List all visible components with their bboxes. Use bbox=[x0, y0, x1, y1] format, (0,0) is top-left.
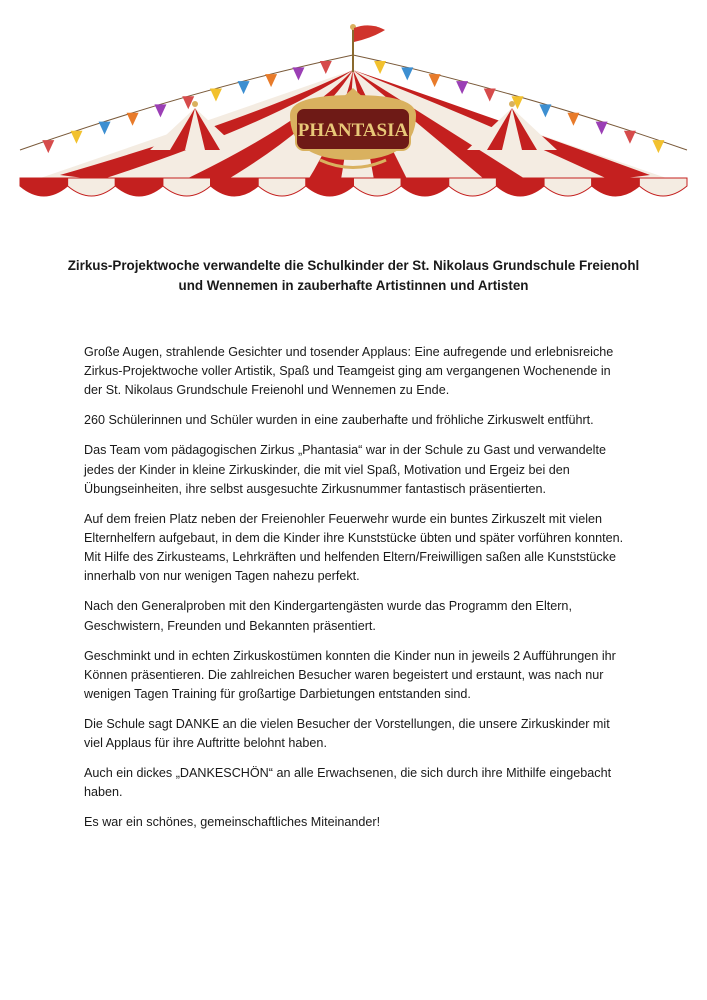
paragraph: Auch ein dickes „DANKESCHÖN“ an alle Erwachsenen, die sich durch ihre Mithilfe eingebacht haben. bbox=[84, 766, 612, 800]
tent-valance bbox=[20, 178, 687, 196]
bunting-flag-icon bbox=[374, 61, 386, 74]
bunting-flag-icon bbox=[652, 140, 664, 153]
bunting-flag-icon bbox=[70, 131, 82, 144]
bunting-flag-icon bbox=[567, 113, 579, 126]
bunting-flag-icon bbox=[210, 89, 222, 102]
valance-scallop bbox=[639, 178, 687, 196]
valance-scallop bbox=[449, 178, 497, 196]
bunting-flag-icon bbox=[456, 81, 468, 94]
paragraph: Die Schule sagt DANKE an die vielen Besucher der Vorstellungen, die unsere Zirkuskinder mit viel Applaus für ihre Auftritte belohnt haben. bbox=[84, 717, 610, 751]
article-body bbox=[84, 343, 629, 843]
valance-scallop bbox=[163, 178, 211, 196]
bunting-flag-icon bbox=[401, 67, 413, 80]
valance-scallop bbox=[544, 178, 592, 196]
valance-scallop bbox=[306, 178, 354, 196]
bunting-flag-icon bbox=[596, 122, 608, 135]
circus-tent-illustration bbox=[0, 0, 707, 210]
valance-scallop bbox=[401, 178, 449, 196]
bunting-flag-icon bbox=[292, 67, 304, 80]
bunting-flag-icon bbox=[238, 81, 250, 94]
paragraph: Nach den Generalproben mit den Kindergartengästen wurde das Programm den Eltern, Geschwistern, Freunden und Bekannten präsentiert. bbox=[84, 599, 572, 633]
bunting-flag-icon bbox=[99, 122, 111, 135]
bunting-flag-icon bbox=[539, 104, 551, 117]
bunting-flag-icon bbox=[624, 131, 636, 144]
paragraph: Große Augen, strahlende Gesichter und tosender Applaus: Eine aufregende und erlebnisreiche Zirkus-Projektwoche voller Artistik, Spaß und Teamgeist ging am vergangenen Wochenende in der St. Nikolaus Grundschule Freienohl und Wennemen zu Ende. bbox=[84, 345, 614, 398]
valance-scallop bbox=[20, 178, 68, 196]
valance-scallop bbox=[496, 178, 544, 196]
circus-tent-banner bbox=[0, 0, 707, 210]
paragraph: Auf dem freien Platz neben der Freienohler Feuerwehr wurde ein buntes Zirkuszelt mit vielen Elternhelfern aufgebaut, in dem die Kinder ihre Kunststücke übten und später vorführen konnten. Mit Hilfe des Zirkusteams, Lehrkräften und helfenden Eltern/Freiwilligen saßen alle Kunststücke innerhalb von nur wenigen Tagen nahezu perfekt. bbox=[84, 511, 624, 584]
bunting-flag-icon bbox=[127, 113, 139, 126]
logo-text: PHANTASIA bbox=[297, 120, 409, 141]
bunting-flag-icon bbox=[265, 74, 277, 87]
valance-scallop bbox=[354, 178, 402, 196]
article-headline: Zirkus-Projektwoche verwandelte die Schulkinder der St. Nikolaus Grundschule Freienohl und Wennemen in zauberhafte Artistinnen und Artisten bbox=[67, 258, 640, 293]
bunting-flag-icon bbox=[154, 104, 166, 117]
bunting-flag-icon bbox=[429, 74, 441, 87]
bunting-flag-icon bbox=[484, 89, 496, 102]
top-flag-icon bbox=[354, 25, 385, 42]
paragraph: Das Team vom pädagogischen Zirkus „Phantasia“ war in der Schule zu Gast und verwandelte jedes der Kinder in kleine Zirkuskinder, die mit viel Spaß, Motivation und Ergeiz bei den Übungseinheiten, ihre selbst ausgesuchte Zirkusnummer fantastisch präsentierten. bbox=[84, 443, 606, 496]
paragraph: 260 Schülerinnen und Schüler wurden in eine zauberhafte und fröhliche Zirkuswelt entführt. bbox=[84, 413, 594, 428]
valance-scallop bbox=[592, 178, 640, 196]
valance-scallop bbox=[115, 178, 163, 196]
valance-scallop bbox=[68, 178, 116, 196]
bunting-flag-icon bbox=[42, 140, 54, 153]
valance-scallop bbox=[211, 178, 259, 196]
paragraph: Geschminkt und in echten Zirkuskostümen konnten die Kinder nun in jeweils 2 Aufführungen ihr Können präsentieren. Die zahlreichen Besucher waren begeistert und erstaunt, was nach nur wenigen Tagen Training für großartige Darbietungen entstanden sind. bbox=[84, 648, 616, 702]
valance-scallop bbox=[258, 178, 306, 196]
paragraph: Es war ein schönes, gemeinschaftliches Miteinander! bbox=[84, 815, 381, 830]
bunting-flag-icon bbox=[320, 61, 332, 74]
